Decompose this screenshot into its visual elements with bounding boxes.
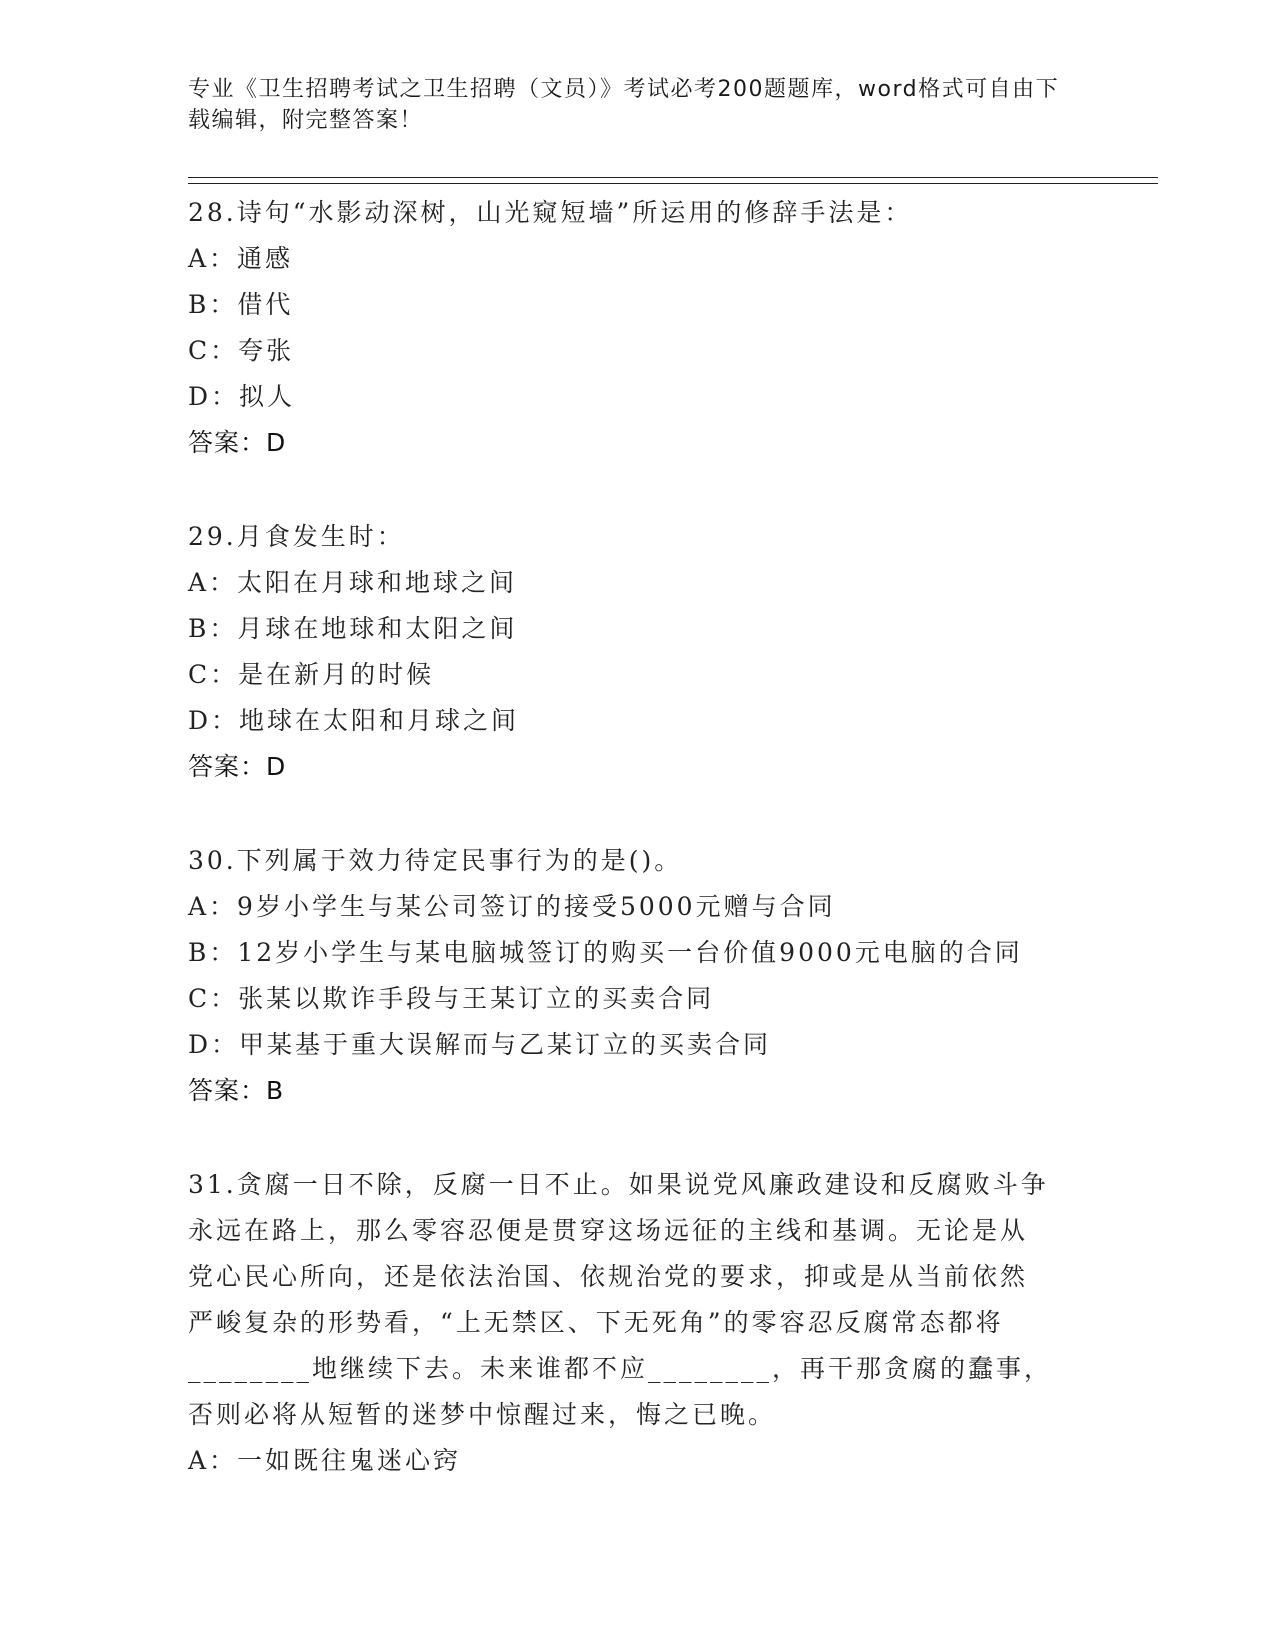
- header-rule-top: [188, 177, 1158, 178]
- answer-line: 答案：B: [188, 1076, 285, 1105]
- option-c: C：是在新月的时候: [188, 660, 435, 689]
- option-a: A：通感: [188, 244, 294, 273]
- option-c: C：张某以欺诈手段与王某订立的买卖合同: [188, 984, 715, 1013]
- question-stem-line: 31.贪腐一日不除，反腐一日不止。如果说党风廉政建设和反腐败斗争: [188, 1170, 1049, 1199]
- document-header: 专业《卫生招聘考试之卫生招聘（文员）》考试必考200题题库，word格式可自由下载编辑，附完整答案！: [188, 77, 1060, 133]
- question-30: [188, 838, 1088, 1114]
- question-stem-line: 永远在路上，那么零容忍便是贯穿这场远征的主线和基调。无论是从: [188, 1216, 1029, 1245]
- question-stem: 29.月食发生时：: [188, 522, 405, 551]
- question-29: [188, 514, 1088, 790]
- option-b: B：借代: [188, 290, 294, 319]
- question-stem: 28.诗句“水影动深树，山光窥短墙”所运用的修辞手法是：: [188, 198, 913, 227]
- header-rule-bottom: [188, 183, 1158, 184]
- question-stem-line: ________地继续下去。未来谁都不应________，再干那贪腐的蠢事，: [188, 1354, 1053, 1383]
- answer-line: 答案：D: [188, 752, 287, 781]
- option-a: A：太阳在月球和地球之间: [188, 568, 518, 597]
- answer-line: 答案：D: [188, 428, 287, 457]
- option-c: C：夸张: [188, 336, 295, 365]
- question-stem-line: 严峻复杂的形势看，“上无禁区、下无死角”的零容忍反腐常态都将: [188, 1308, 1004, 1337]
- question-28: [188, 190, 1088, 466]
- option-a: A：9岁小学生与某公司签订的接受5000元赠与合同: [188, 892, 836, 921]
- option-b: B：月球在地球和太阳之间: [188, 614, 518, 643]
- question-stem-line: 否则必将从短暂的迷梦中惊醒过来，悔之已晚。: [188, 1400, 777, 1429]
- question-list: [188, 190, 1088, 1484]
- question-31: [188, 1162, 1088, 1484]
- option-d: D：甲某基于重大误解而与乙某订立的买卖合同: [188, 1030, 772, 1059]
- question-stem-line: 党心民心所向，还是依法治国、依规治党的要求，抑或是从当前依然: [188, 1262, 1029, 1291]
- option-b: B：12岁小学生与某电脑城签订的购买一台价值9000元电脑的合同: [188, 938, 1023, 967]
- question-stem: 30.下列属于效力待定民事行为的是()。: [188, 846, 683, 875]
- option-d: D：地球在太阳和月球之间: [188, 706, 520, 735]
- option-a: A：一如既往鬼迷心窍: [188, 1446, 462, 1475]
- option-d: D：拟人: [188, 382, 296, 411]
